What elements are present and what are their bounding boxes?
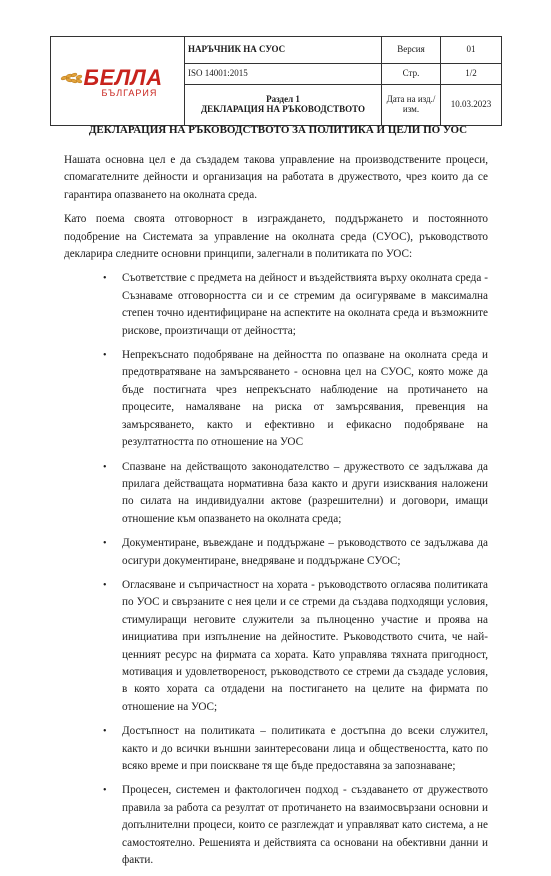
principles-paragraph: Като поема своята отговорност в изграждането, поддържането и постоянното подобрение на Системата за управление на околната среда (СУОС), ръководството декларира следните основни принципи, залегнали в политиката по УОС: [64, 213, 488, 261]
company-logo [58, 58, 178, 104]
document-body [64, 152, 488, 876]
page-value: 1/2 [441, 64, 502, 85]
bullet-icon: • [103, 461, 107, 473]
principles-list [64, 270, 488, 869]
bullet-icon: • [103, 726, 107, 738]
intro-paragraph: Нашата основна цел е да създадем такова управление на производствените процеси, спомагателните дейности и организация на работата в дружеството, чрез които да се гарантира опазването на околната среда. [64, 154, 488, 201]
list-item-text: Процесен, системен и фактологичен подход - създаването от дружеството правила за работа са резултат от протичането на взаимосвързани основни и допълнителни процеси, които се разглеждат и управляват като система, а не самостоятелно. Решенията и действията са основани на обективни данни и факти. [122, 784, 488, 867]
iso-standard: ISO 14001:2015 [185, 64, 382, 85]
logo-brand: БЕЛЛА [83, 65, 163, 90]
list-item [103, 459, 488, 529]
list-item [103, 577, 488, 716]
document-header-table [50, 36, 502, 126]
section-title: ДЕКЛАРАЦИЯ НА РЪКОВОДСТВОТО [200, 104, 366, 114]
list-item [103, 347, 488, 451]
date-value: 10.03.2023 [441, 85, 502, 126]
bullet-icon: • [103, 350, 107, 362]
manual-title: НАРЪЧНИК НА СУОС [185, 37, 382, 64]
wheat-icon [60, 70, 86, 86]
bullet-icon: • [103, 785, 107, 797]
list-item [103, 535, 488, 570]
list-item-text: Съответствие с предмета на дейност и въздействията върху околната среда - Съзнаваме отговорността си и се стремим да осигуряваме в максимална степен точно идентифициране на аспектите на околната среда и възможните рискове, произтичащи от дейността; [122, 272, 488, 337]
version-label: Версия [382, 37, 441, 64]
logo-country: БЪЛГАРИЯ [101, 88, 158, 98]
bullet-icon: • [103, 273, 107, 285]
list-item [103, 723, 488, 775]
list-item-text: Огласяване и съпричастност на хората - ръководството огласява политиката по УОС и свързаните с нея цели и се стреми да създава подходящи условия, стимулиращи неговите служители за пълноценно участие и проява на инициатива при изпълнение на дейностите. Ръководството счита, че най-ценният ресурс на фирмата са хората. Като управлява тяхната пригодност, мотивация и удовлетвореност, ръководството се стреми да създаде условия, в която хората са отдадени на постигането на целите на фирмата по отношение на УОС; [122, 578, 488, 713]
list-item-text: Достъпност на политиката – политиката е достъпна до всеки служител, както и до всички външни заинтересовани лица и обществеността, като по всяко време и при поискване тя ще бъде предоставяна за запознаване; [122, 725, 488, 772]
version-value: 01 [441, 37, 502, 64]
list-item [103, 270, 488, 340]
date-label: Дата на изд./изм. [382, 85, 441, 126]
list-item [103, 782, 488, 869]
section-cell [185, 85, 382, 126]
bullet-icon: • [103, 538, 107, 550]
list-item-text: Документиране, въвеждане и поддържане – ръководството се задължава да осигури документиране, внедряване и поддържане СУОС; [122, 537, 488, 567]
list-item-text: Спазване на действащото законодателство – дружеството се задължава да прилага действащата нормативна база както и други изисквания наложени по силата на индивидуални актове (разрешителни) и договори, имащи отношение към опазването на околната среда; [122, 460, 488, 525]
logo-cell [51, 37, 185, 126]
document-title: ДЕКЛАРАЦИЯ НА РЪКОВОДСТВОТО ЗА ПОЛИТИКА И ЦЕЛИ ПО УОС [88, 124, 468, 136]
list-item-text: Непрекъснато подобряване на дейността по опазване на околната среда и предотвратяване на замърсяването - основна цел на СУОС, която може да бъде постигната чрез непрекъснато наблюдение на протичането на процесите, намаляване на риска от замърсявания, превенция на замърсяването, както и ефективно и ефикасно подобряване на резултатността по отношение на УОС [122, 349, 488, 449]
page-label: Стр. [382, 64, 441, 85]
section-number: Раздел 1 [266, 94, 300, 105]
bullet-icon: • [103, 579, 107, 591]
